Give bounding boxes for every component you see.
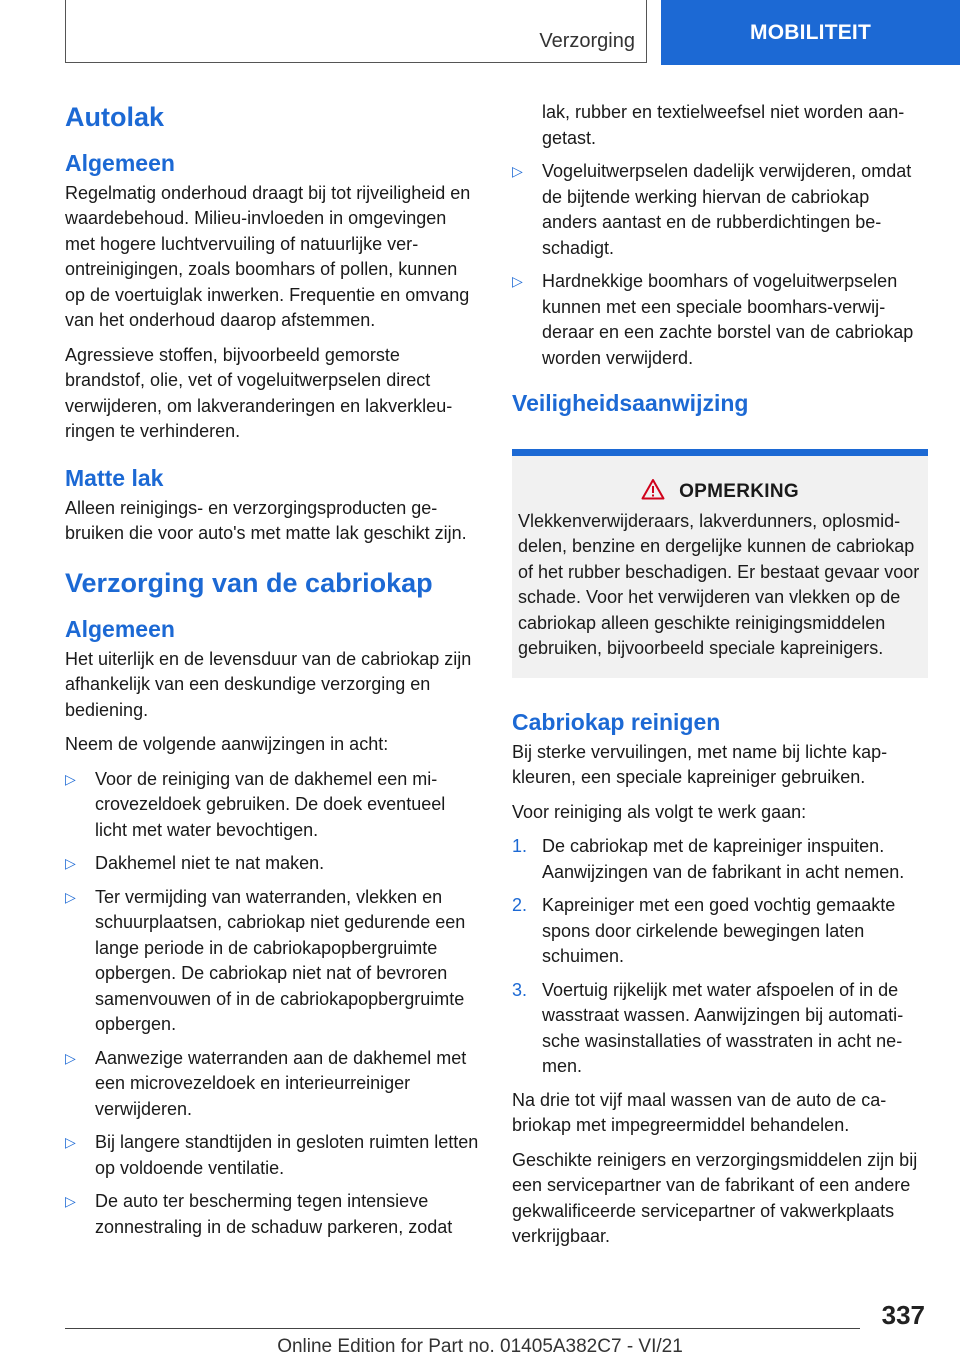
heading-matte-lak: Matte lak [65, 464, 164, 491]
triangle-bullet-icon: ▷ [65, 1134, 76, 1151]
list-item: ▷ Ter vermijding van waterranden, vlekken en schuurplaatsen, cabriokap niet gedurende een lange periode in de cabriokapopbergruimte opbergen. De cabriokap niet nat of bevroren samenvouwen of in de cabriokapopbergruimte opbergen. [65, 886, 466, 1035]
triangle-bullet-icon: ▷ [65, 1193, 76, 1210]
list-item: ▷ Vogeluitwerpselen dadelijk verwijderen, omdat de bijtende werking hiervan de cabriokap anders aantast en de rubberdichtingen beschadigt. [512, 161, 912, 258]
triangle-bullet-icon: ▷ [65, 1049, 76, 1066]
paragraph: Bij sterke vervuilingen, met name bij lichte kapkleuren, een speciale kapreiniger gebruiken. [512, 741, 888, 788]
page-number: 337 [881, 1300, 925, 1330]
list-item: ▷ Aanwezige waterranden aan de dakhemel met een microvezeldoek en interieurreiniger verwijderen. [65, 1047, 467, 1119]
list-item: ▷ Bij langere standtijden in gesloten ruimten letten op voldoende ventilatie. [65, 1132, 479, 1178]
heading-autolak: Autolak [65, 102, 165, 132]
paragraph: Agressieve stoffen, bijvoorbeeld gemorste brandstof, olie, vet of vogeluitwerpselen direct verwijderen, om lakveranderingen en lakverkleuringen te verhinderen. [65, 344, 453, 442]
heading-verzorging-cabriokap: Verzorging van de cabriokap [65, 567, 433, 598]
paragraph: Regelmatig onderhoud draagt bij tot rijveiligheid en waardebehoud. Milieu-invloeden in omgevingen met hogere luchtvervuiling of natuurlijke verontreinigingen, zoals boomhars of pollen, kunnen op de voertuiglak inwerken. Frequentie en omvang van het onderhoud daarop afstemmen. [65, 182, 471, 331]
list-item: ▷ De auto ter bescherming tegen intensieve zonnestraling in de schaduw parkeren, zodat [65, 1191, 453, 1237]
bullet-list [65, 767, 481, 1241]
paragraph: Het uiterlijk en de levensduur van de cabriokap zijn afhankelijk van een deskundige verzorging en bediening. [65, 648, 472, 720]
triangle-bullet-icon: ▷ [65, 888, 76, 905]
step-item: 3. Voertuig rijkelijk met water afspoelen of in de wasstraat wassen. Aanwijzingen bij automatische wasinstallaties of wasstraten in acht nemen. [512, 979, 904, 1077]
step-item: 2. Kapreiniger met een goed vochtig gemaakte spons door cirkelende bewegingen laten schuimen. [512, 895, 896, 967]
heading-veiligheidsaanwijzing: Veiligheidsaanwijzing [512, 390, 749, 416]
triangle-bullet-icon: ▷ [65, 855, 76, 872]
paragraph: Neem de volgende aanwijzingen in acht: [65, 734, 389, 755]
heading-algemeen-autolak: Algemeen [65, 150, 175, 177]
paragraph: Alleen reinigings- en verzorgingsproducten gebruiken die voor auto's met matte lak geschikt zijn. [65, 497, 467, 544]
paragraph: Voor reiniging als volgt te werk gaan: [512, 801, 807, 822]
left-column [65, 100, 481, 1248]
warning-text: Vlekkenverwijderaars, lakverdunners, oplosmiddelen, benzine en dergelijke kunnen de cabriokap of het rubber beschadigen. Er bestaat gevaar voor schade. Voor het verwijderen van vlekken op de cabriokap alleen geschikte reinigingsmiddelen gebruiken, bijvoorbeeld speciale kapreinigers. [518, 510, 920, 659]
heading-cabriokap-reinigen: Cabriokap reinigen [512, 708, 721, 735]
warning-box [512, 449, 928, 678]
footer-divider [65, 1328, 860, 1329]
header-tab-mobiliteit[interactable]: MOBILITEIT [661, 0, 960, 65]
triangle-bullet-icon: ▷ [512, 273, 523, 289]
step-item: 1. De cabriokap met de kapreiniger inspuiten. Aanwijzingen van de fabrikant in acht nemen. [512, 836, 905, 882]
list-item-continued: lak, rubber en textielweefsel niet worden aangetast. [542, 102, 905, 148]
triangle-bullet-icon: ▷ [65, 770, 76, 787]
bullet-list-continued [512, 100, 928, 371]
numbered-steps [512, 834, 928, 1080]
warning-triangle-icon [641, 478, 665, 500]
header-section-title: Verzorging [539, 30, 635, 52]
list-item: ▷ Dakhemel niet te nat maken. [65, 851, 481, 877]
triangle-bullet-icon: ▷ [512, 163, 523, 179]
heading-algemeen-cabriokap: Algemeen [65, 615, 175, 642]
right-column [512, 100, 928, 1259]
paragraph: Geschikte reinigers en verzorgingsmiddelen zijn bij een servicepartner van de fabrikant of een andere gekwalificeerde servicepartner of vakwerkplaats verkrijgbaar. [512, 1149, 918, 1247]
warning-title: OPMERKING [518, 478, 922, 503]
list-item: ▷ Voor de reiniging van de dakhemel een microvezeldoek gebruiken. De doek eventueel licht met water bevochtigen. [65, 768, 446, 840]
paragraph: Na drie tot vijf maal wassen van de auto de cabriokap met impegreermiddel behandelen. [512, 1089, 887, 1136]
list-item: ▷ Hardnekkige boomhars of vogeluitwerpselen kunnen met een speciale boomhars-verwijderaar en een zachte borstel van de cabriokap worden verwijderd. [512, 271, 914, 368]
footer-edition: Online Edition for Part no. 01405A382C7 - VI/21 [277, 1336, 683, 1357]
